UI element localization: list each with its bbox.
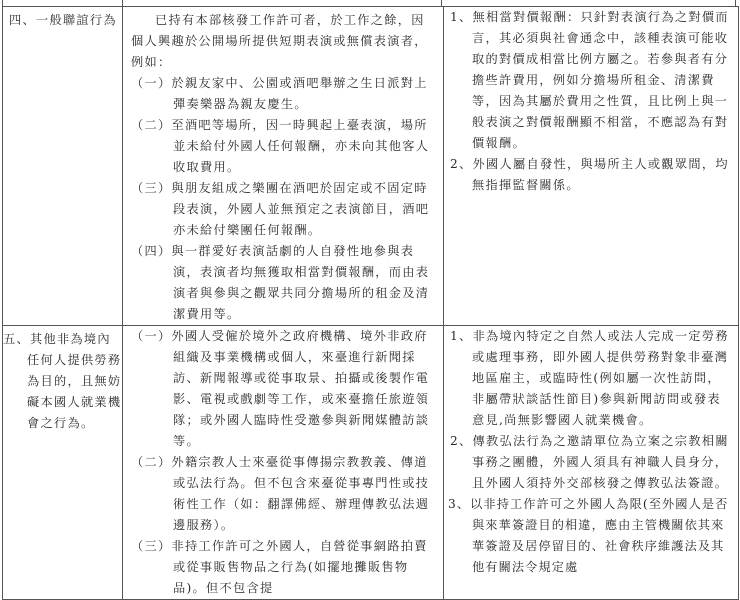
note-item: 2、外國人屬自發性，與場所主人或觀眾間，均無指揮監督關係。 — [450, 157, 729, 192]
description-cell — [123, 7, 444, 326]
category-label: 五、其他非為境內任何人提供勞務為目的，且無妨礙本國人就業機會之行為。 — [3, 332, 122, 430]
example-item: （一）外國人受僱於境外之政府機構、境外非政府組織及事業機構或個人，來臺進行新聞採訪、新聞報導或從事取景、拍攝或後製作電影、電視或戲劇等工作，或來臺擔任旅遊領隊；或外國人臨時性受邀參與新聞媒體訪談等。 — [131, 329, 430, 448]
notes-cell — [444, 7, 739, 326]
example-item: （一）於親友家中、公園或酒吧舉辦之生日派對上彈奏樂器為親友慶生。 — [131, 76, 428, 111]
table-row — [3, 7, 739, 326]
example-item: （三）非持工作許可之外國人，自營從事網路拍賣或從事販售物品之行為(如擺地攤販售物品)。但不包含提 — [131, 539, 428, 595]
note-item: 1、非為境內特定之自然人或法人完成一定勞務或處理事務，即外國人提供勞務對象非臺灣地區雇主，或臨時性(例如屬一次性訪問，非屬帶狀談話性節目)參與新聞訪問或發表意見,尚無影響國人就業機會。 — [450, 329, 729, 427]
regulation-table — [2, 6, 739, 600]
example-item: （三）與朋友組成之樂團在酒吧於固定或不固定時段表演，外國人並無預定之表演節目，酒吧亦未給付樂團任何報酬。 — [131, 181, 430, 237]
category-label: 四、一般聯誼行為 — [9, 13, 117, 27]
category-cell — [3, 7, 123, 326]
notes-cell — [444, 326, 739, 600]
note-item: 2、傳教弘法行為之邀請單位為立案之宗教相關事務之團體，外國人須具有神職人員身分，且外國人須持外交部核發之傳教弘法簽證。 — [450, 434, 729, 490]
note-item: 3、以非持工作許可之外國人為限(至外國人是否與來華簽證目的相違，應由主管機關依其來華簽證及居停留目的、社會秩序維護法及其他有關法令規定處 — [448, 497, 729, 574]
description-intro: 已持有本部核發工作許可者，於工作之餘，因個人興趣於公開場所提供短期表演或無償表演者，例如： — [131, 13, 428, 69]
example-item: （四）與一群愛好表演話劇的人自發性地參與表演，表演者均無獲取相當對價報酬，而由表演者與參與之觀眾共同分擔場所的租金及清潔費用等。 — [131, 244, 430, 321]
category-cell — [3, 326, 123, 600]
example-item: （二）至酒吧等場所，因一時興起上臺表演，場所並未給付外國人任何報酬，亦未向其他客人收取費用。 — [131, 118, 430, 174]
description-cell — [123, 326, 444, 600]
example-item: （二）外籍宗教人士來臺從事傳揚宗教教義、傳道或弘法行為。但不包含來臺從事專門性或技術性工作（如：翻譯佛經、辦理傳教弘法週邊服務）。 — [131, 455, 430, 532]
note-item: 1、無相當對價報酬：只針對表演行為之對價而言，其必須與社會通念中，該種表演可能收取的對價成相當比例方屬之。若參與者有分擔些許費用，例如分擔場所租金、清潔費等，因為其屬於費用之性質，且比例上與一般表演之對價報酬顯不相當，不應認為有對價報酬。 — [450, 10, 729, 150]
table-row — [3, 326, 739, 600]
